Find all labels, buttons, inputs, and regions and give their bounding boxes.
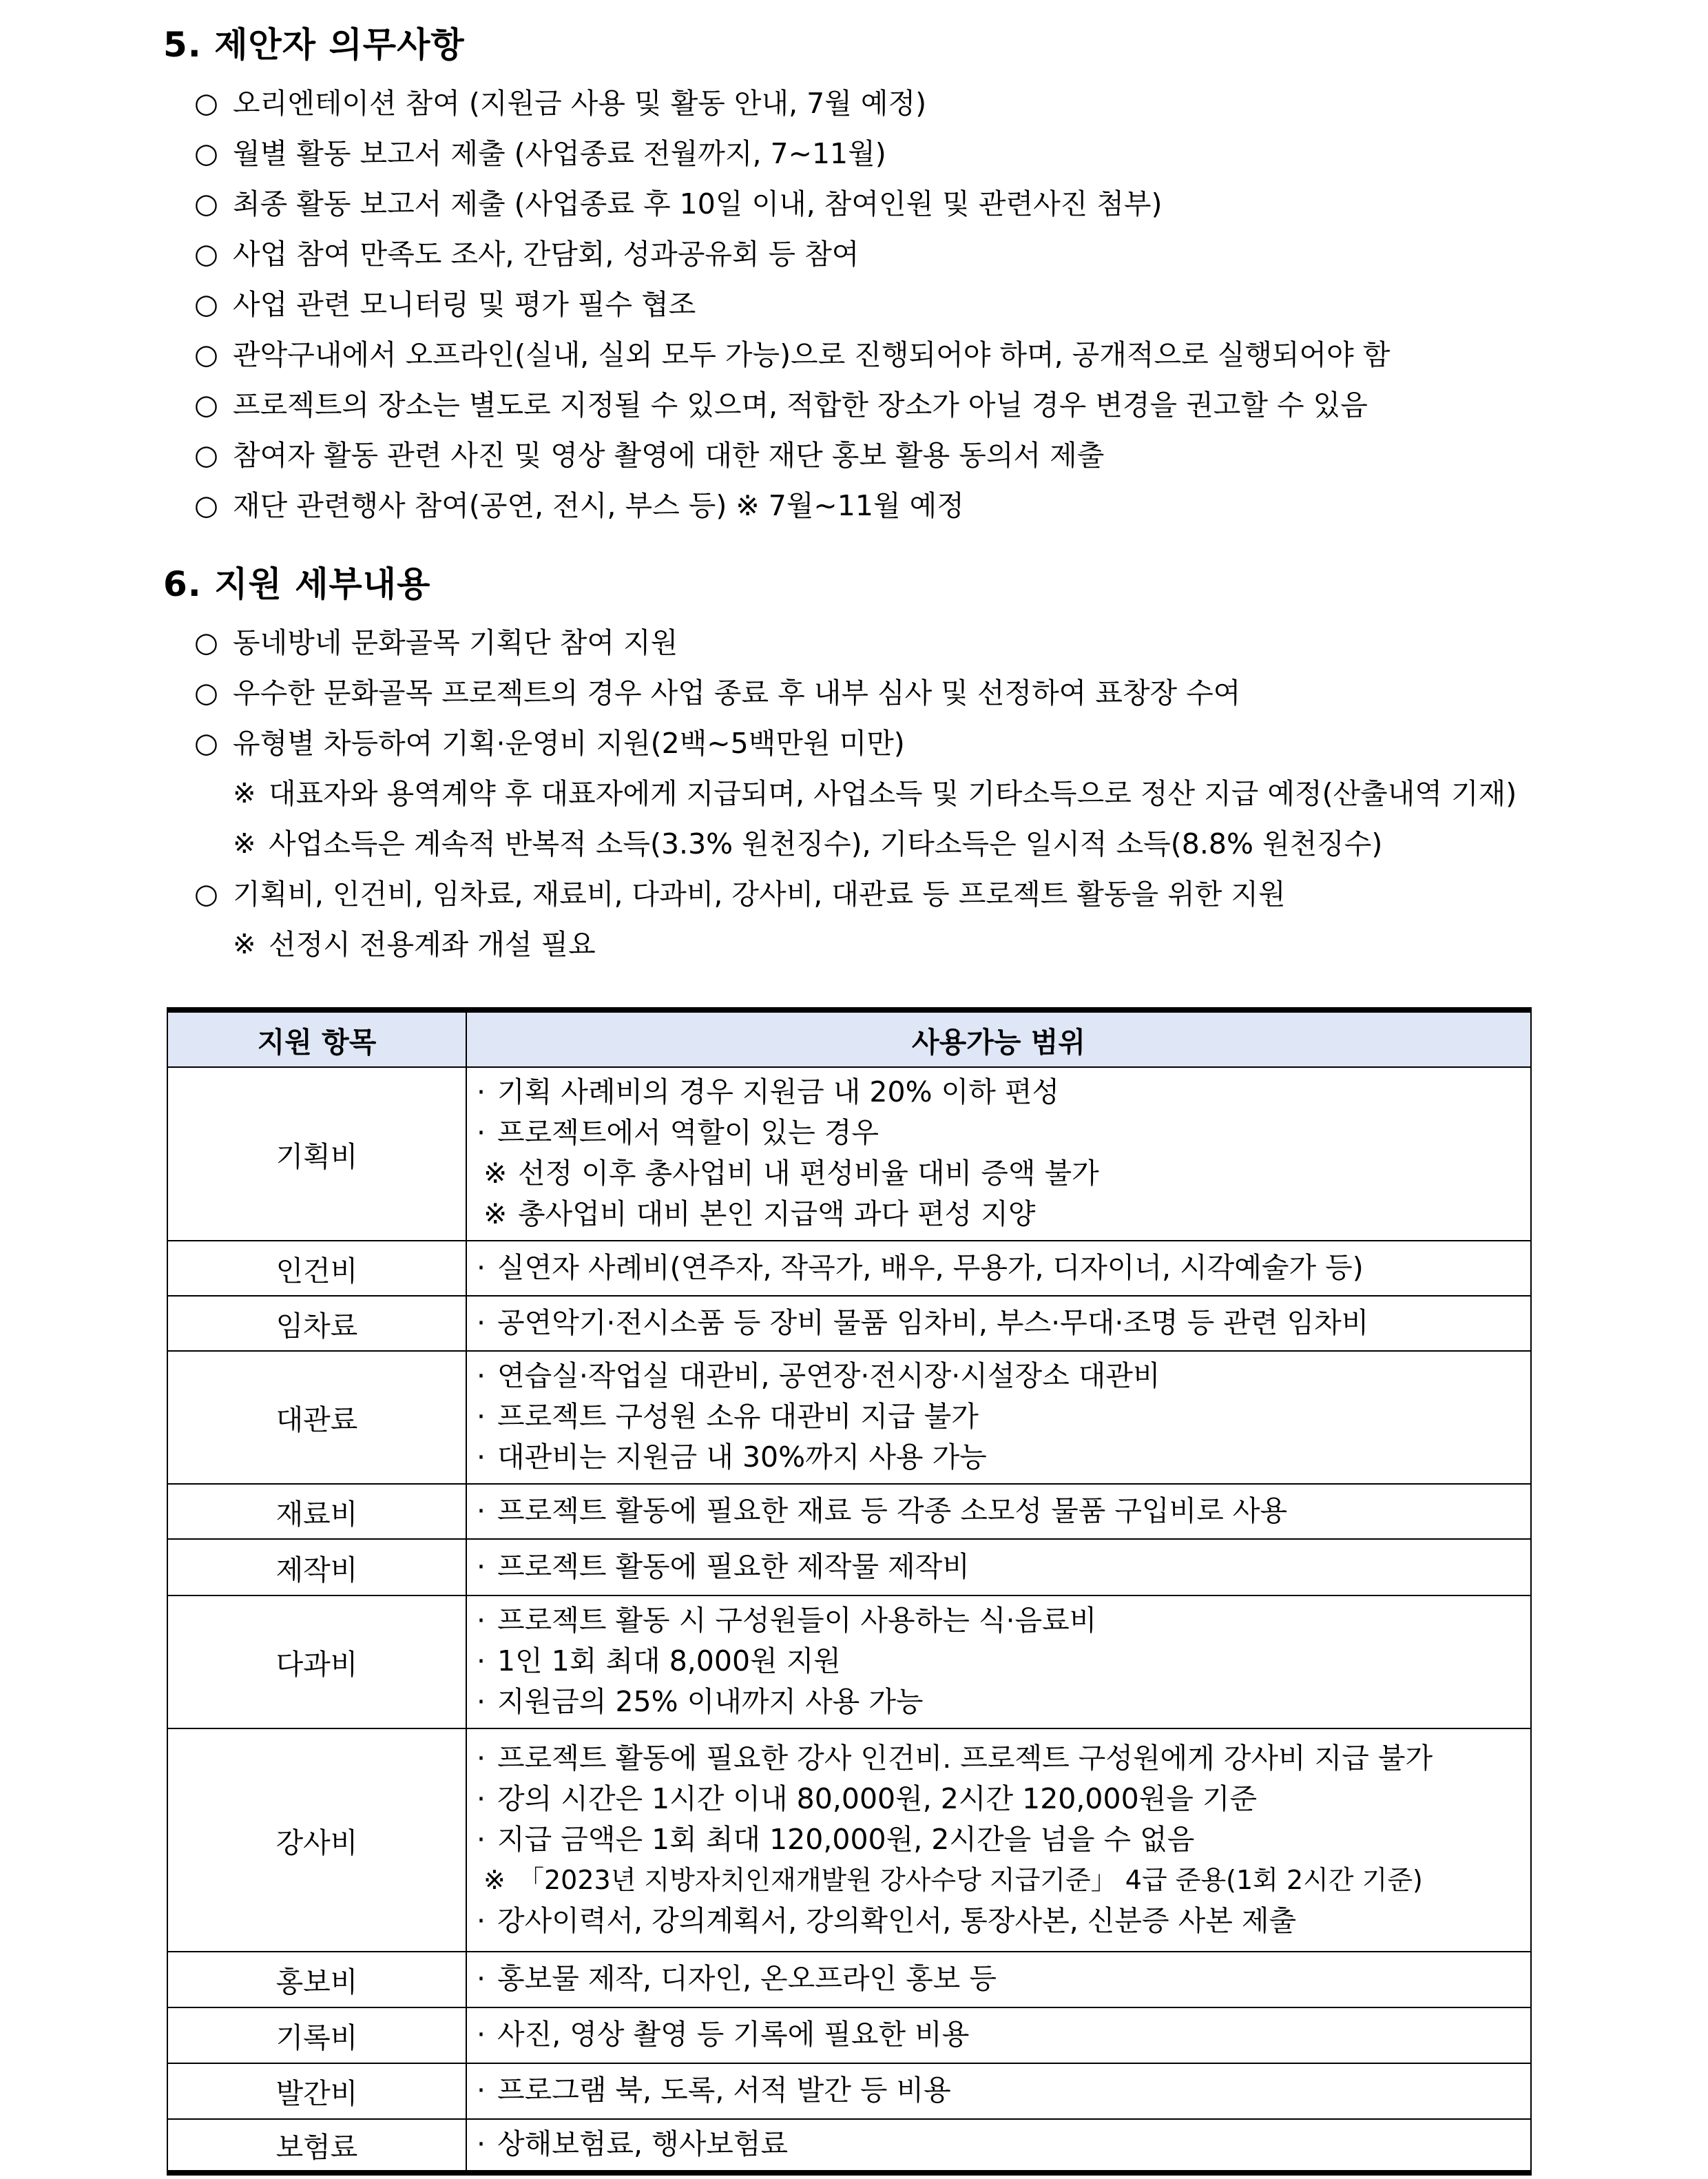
list-item: [194, 668, 1517, 719]
reference-mark-icon: ※: [233, 929, 256, 960]
scope-line-text: 프로젝트 활동에 필요한 강사 인건비. 프로젝트 구성원에게 강사비 지급 불가: [497, 1741, 1433, 1775]
middle-dot-icon: ·: [477, 1305, 486, 1339]
scope-line: [477, 1248, 1521, 1288]
circle-bullet-icon: ○: [194, 238, 218, 270]
scope-line: [477, 1437, 1521, 1478]
support-item-name: 다과비: [167, 1595, 466, 1728]
circle-bullet-icon: ○: [194, 87, 218, 119]
table-row: [167, 1351, 1531, 1484]
circle-bullet-icon: ○: [194, 289, 218, 320]
scope-line: [477, 1547, 1521, 1587]
middle-dot-icon: ·: [477, 2018, 486, 2051]
reference-mark-icon: ※: [233, 778, 256, 809]
list-item-text: 사업 참여 만족도 조사, 간담회, 성과공유회 등 참여: [233, 238, 860, 271]
middle-dot-icon: ·: [477, 1604, 486, 1637]
support-item-name: 강사비: [167, 1728, 466, 1952]
scope-line-text: 사진, 영상 촬영 등 기록에 필요한 비용: [497, 2018, 970, 2051]
table-row: [167, 2119, 1531, 2173]
support-item-name: 홍보비: [167, 1952, 466, 2007]
support-item-name: 대관료: [167, 1351, 466, 1484]
scope-line-text: 홍보물 제작, 디자인, 온오프라인 홍보 등: [497, 1962, 997, 1995]
usable-scope-cell: [466, 1241, 1531, 1296]
list-item-text: 선정시 전용계좌 개설 필요: [269, 928, 596, 961]
support-item-name: 제작비: [167, 1539, 466, 1595]
reference-mark-icon: ※: [233, 828, 256, 860]
scope-line: [477, 1959, 1521, 1999]
usable-scope-cell: [466, 1539, 1531, 1595]
circle-bullet-icon: ○: [194, 138, 218, 169]
support-item-name: 기획비: [167, 1067, 466, 1241]
list-item-text: 관악구내에서 오프라인(실내, 실외 모두 가능)으로 진행되어야 하며, 공개적으로 실행되어야 함: [233, 338, 1391, 371]
list-item-text: 우수한 문화골목 프로젝트의 경우 사업 종료 후 내부 심사 및 선정하여 표창장 수여: [233, 677, 1241, 710]
middle-dot-icon: ·: [477, 1903, 486, 1937]
circle-bullet-icon: ○: [194, 339, 218, 371]
scope-line: [477, 1113, 1521, 1153]
list-item-text: 재단 관련행사 참여(공연, 전시, 부스 등) ※ 7월~11월 예정: [233, 489, 964, 522]
scope-line: [477, 1860, 1521, 1901]
middle-dot-icon: ·: [477, 1400, 486, 1433]
list-item: [194, 719, 1517, 769]
scope-line: [477, 1356, 1521, 1396]
circle-bullet-icon: ○: [194, 677, 218, 709]
circle-bullet-icon: ○: [194, 878, 218, 910]
scope-line: [477, 2014, 1521, 2055]
scope-line: [477, 1194, 1521, 1235]
reference-mark-icon: ※: [483, 1157, 508, 1190]
list-item: [194, 179, 1390, 229]
scope-line-text: 프로젝트 활동에 필요한 재료 등 각종 소모성 물품 구입비로 사용: [497, 1494, 1288, 1527]
usable-scope-cell: [466, 1595, 1531, 1728]
scope-line: [477, 1072, 1521, 1113]
scope-line-text: 지원금의 25% 이내까지 사용 가능: [497, 1685, 924, 1718]
list-item-text: 기획비, 인건비, 임차료, 재료비, 다과비, 강사비, 대관료 등 프로젝트 활동을 위한 지원: [233, 878, 1286, 911]
scope-line-text: 지급 금액은 1회 최대 120,000원, 2시간을 넘을 수 없음: [497, 1822, 1195, 1856]
list-item-text: 유형별 차등하여 기획·운영비 지원(2백~5백만원 미만): [233, 727, 905, 760]
scope-line-text: 프로젝트에서 역할이 있는 경우: [497, 1116, 879, 1149]
usable-scope-cell: [466, 1728, 1531, 1952]
circle-bullet-icon: ○: [194, 440, 218, 471]
section-5-list: [194, 79, 1390, 531]
section-5-title: 5. 제안자 의무사항: [163, 25, 465, 65]
middle-dot-icon: ·: [477, 1644, 486, 1677]
scope-line-text: 강사이력서, 강의계획서, 강의확인서, 통장사본, 신분증 사본 제출: [497, 1903, 1297, 1937]
middle-dot-icon: ·: [477, 1250, 486, 1284]
scope-line-text: 대관비는 지원금 내 30%까지 사용 가능: [497, 1440, 987, 1474]
list-item-text: 참여자 활동 관련 사진 및 영상 촬영에 대한 재단 홍보 활용 동의서 제출: [233, 439, 1105, 472]
table-row: [167, 1595, 1531, 1728]
usable-scope-cell: [466, 1067, 1531, 1241]
table-row: [167, 1539, 1531, 1595]
circle-bullet-icon: ○: [194, 389, 218, 421]
middle-dot-icon: ·: [477, 1116, 486, 1149]
list-item: [194, 819, 1517, 869]
table-header-row: [167, 1010, 1531, 1067]
scope-line: [477, 1303, 1521, 1343]
usable-scope-cell: [466, 1484, 1531, 1539]
section-6-list: [194, 618, 1517, 970]
reference-mark-icon: ※: [483, 1197, 508, 1230]
middle-dot-icon: ·: [477, 1822, 486, 1856]
scope-line-text: 프로젝트 활동 시 구성원들이 사용하는 식·음료비: [497, 1604, 1097, 1637]
support-item-name: 재료비: [167, 1484, 466, 1539]
scope-line: [477, 1779, 1521, 1819]
list-item-text: 사업 관련 모니터링 및 평가 필수 협조: [233, 288, 696, 321]
usable-scope-cell: [466, 1296, 1531, 1351]
table-row: [167, 2063, 1531, 2119]
scope-line: [477, 2124, 1521, 2165]
header-support-item: 지원 항목: [167, 1010, 466, 1067]
list-item: [194, 129, 1390, 179]
middle-dot-icon: ·: [477, 1549, 486, 1583]
scope-line: [477, 1641, 1521, 1682]
scope-line-text: 기획 사례비의 경우 지원금 내 20% 이하 편성: [497, 1075, 1060, 1108]
circle-bullet-icon: ○: [194, 627, 218, 659]
usable-scope-cell: [466, 2119, 1531, 2173]
table-row: [167, 1296, 1531, 1351]
list-item: [194, 769, 1517, 819]
list-item: [194, 280, 1390, 330]
middle-dot-icon: ·: [477, 2074, 486, 2107]
scope-line: [477, 2070, 1521, 2111]
scope-line: [477, 1600, 1521, 1641]
scope-line: [477, 1396, 1521, 1437]
middle-dot-icon: ·: [477, 1685, 486, 1718]
list-item-text: 동네방네 문화골목 기획단 참여 지원: [233, 626, 678, 659]
middle-dot-icon: ·: [477, 1359, 486, 1392]
list-item: [194, 869, 1517, 920]
circle-bullet-icon: ○: [194, 188, 218, 220]
list-item-text: 대표자와 용역계약 후 대표자에게 지급되며, 사업소득 및 기타소득으로 정산 지급 예정(산출내역 기재): [269, 777, 1517, 810]
support-item-name: 발간비: [167, 2063, 466, 2119]
circle-bullet-icon: ○: [194, 727, 218, 759]
table-row: [167, 1728, 1531, 1952]
scope-line-text: 공연악기·전시소품 등 장비 물품 임차비, 부스·무대·조명 등 관련 임차비: [497, 1305, 1369, 1339]
middle-dot-icon: ·: [477, 1494, 486, 1527]
usable-scope-cell: [466, 2063, 1531, 2119]
list-item: [194, 618, 1517, 668]
scope-line: [477, 1491, 1521, 1531]
middle-dot-icon: ·: [477, 2127, 486, 2160]
usable-scope-cell: [466, 2007, 1531, 2063]
table-row: [167, 1952, 1531, 2007]
scope-line: [477, 1153, 1521, 1194]
scope-line-text: 실연자 사례비(연주자, 작곡가, 배우, 무용가, 디자이너, 시각예술가 등): [497, 1250, 1364, 1284]
support-item-name: 보험료: [167, 2119, 466, 2173]
scope-line-text: 「2023년 지방자치인재개발원 강사수당 지급기준」 4급 준용(1회 2시간 기준): [518, 1864, 1423, 1895]
support-item-name: 기록비: [167, 2007, 466, 2063]
scope-line: [477, 1901, 1521, 1941]
scope-line-text: 프로그램 북, 도록, 서적 발간 등 비용: [497, 2074, 951, 2107]
scope-line: [477, 1738, 1521, 1779]
section-6-title: 6. 지원 세부내용: [163, 564, 431, 604]
list-item: [194, 330, 1390, 380]
list-item: [194, 380, 1390, 431]
list-item: [194, 79, 1390, 129]
scope-line-text: 프로젝트 활동에 필요한 제작물 제작비: [497, 1549, 970, 1583]
scope-line-text: 선정 이후 총사업비 내 편성비율 대비 증액 불가: [518, 1157, 1099, 1190]
table-row: [167, 1067, 1531, 1241]
table-row: [167, 2007, 1531, 2063]
scope-line-text: 총사업비 대비 본인 지급액 과다 편성 지양: [518, 1197, 1036, 1230]
scope-line: [477, 1682, 1521, 1722]
scope-line: [477, 1819, 1521, 1860]
list-item: [194, 920, 1517, 970]
table-row: [167, 1241, 1531, 1296]
scope-line-text: 프로젝트 구성원 소유 대관비 지급 불가: [497, 1400, 979, 1433]
scope-line-text: 1인 1회 최대 8,000원 지원: [497, 1644, 841, 1677]
list-item: [194, 431, 1390, 481]
middle-dot-icon: ·: [477, 1962, 486, 1995]
list-item: [194, 481, 1390, 531]
scope-line-text: 상해보험료, 행사보험료: [497, 2127, 789, 2160]
list-item-text: 오리엔테이션 참여 (지원금 사용 및 활동 안내, 7월 예정): [233, 87, 927, 120]
support-item-name: 인건비: [167, 1241, 466, 1296]
middle-dot-icon: ·: [477, 1741, 486, 1775]
list-item: [194, 229, 1390, 280]
list-item-text: 월별 활동 보고서 제출 (사업종료 전월까지, 7~11월): [233, 137, 886, 170]
middle-dot-icon: ·: [477, 1440, 486, 1474]
header-usable-scope: 사용가능 범위: [466, 1010, 1531, 1067]
usable-scope-cell: [466, 1952, 1531, 2007]
reference-mark-icon: ※: [483, 1864, 506, 1895]
middle-dot-icon: ·: [477, 1782, 486, 1815]
usable-scope-cell: [466, 1351, 1531, 1484]
middle-dot-icon: ·: [477, 1075, 486, 1108]
table-row: [167, 1484, 1531, 1539]
scope-line-text: 연습실·작업실 대관비, 공연장·전시장·시설장소 대관비: [497, 1359, 1160, 1392]
list-item-text: 최종 활동 보고서 제출 (사업종료 후 10일 이내, 참여인원 및 관련사진 첨부): [233, 187, 1163, 220]
list-item-text: 사업소득은 계속적 반복적 소득(3.3% 원천징수), 기타소득은 일시적 소득(8.8% 원천징수): [269, 827, 1383, 860]
support-items-table: [167, 1007, 1532, 2176]
scope-line-text: 강의 시간은 1시간 이내 80,000원, 2시간 120,000원을 기준: [497, 1782, 1258, 1815]
list-item-text: 프로젝트의 장소는 별도로 지정될 수 있으며, 적합한 장소가 아닐 경우 변경을 권고할 수 있음: [233, 389, 1368, 422]
circle-bullet-icon: ○: [194, 490, 218, 521]
support-item-name: 임차료: [167, 1296, 466, 1351]
